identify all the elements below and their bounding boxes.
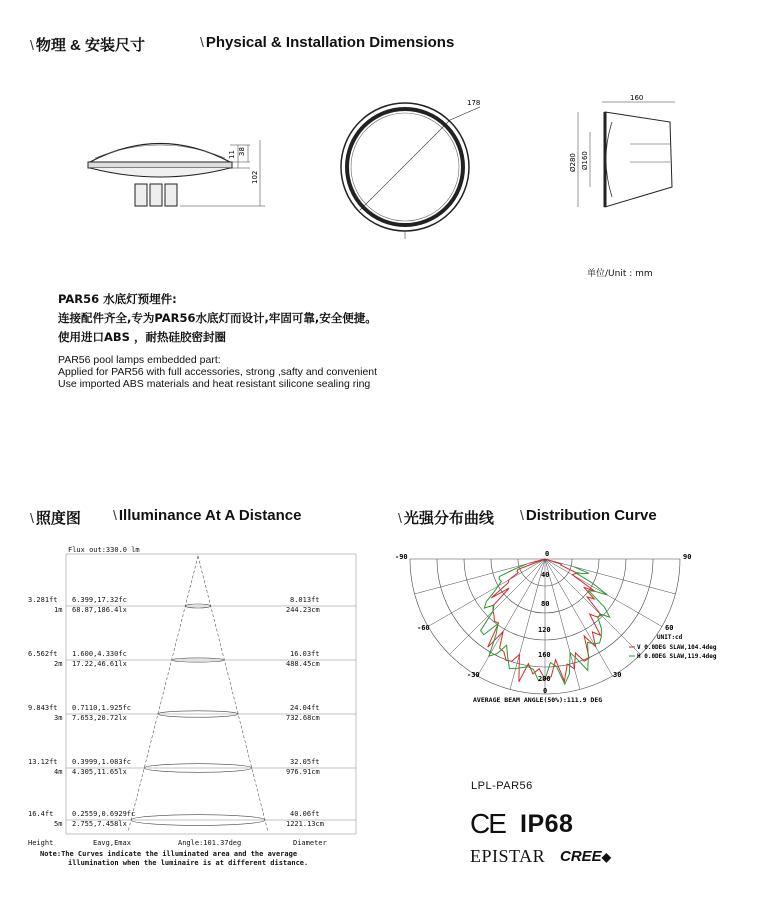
row-diameter-ft: 40.06ft (290, 810, 320, 818)
row-diameter-cm: 1221.13cm (286, 820, 324, 828)
row-diameter-ft: 32.05ft (290, 758, 320, 766)
dim-38: 38 (238, 147, 246, 156)
legend-v: V 0.0DEG SLAW,104.4deg (637, 644, 717, 651)
unit-label: 单位/Unit : mm (587, 269, 653, 279)
desc-en-line3: Use imported ABS materials and heat resistant silicone sealing ring (58, 378, 371, 390)
section-title-illuminance-en (113, 507, 301, 524)
side-view-drawing (80, 120, 280, 230)
slash-mark: \ (200, 34, 204, 50)
cree-diamond-icon: ◆ (601, 850, 611, 864)
row-height-m: 5m (54, 820, 63, 828)
polar-spoke (545, 559, 662, 627)
row-diameter-cm: 732.68cm (286, 714, 320, 722)
row-illum-fc: 0.2559,0.6929fc (72, 810, 136, 818)
unit-cd: UNIT:cd (657, 634, 683, 641)
section-title-dimensions-en (200, 34, 454, 51)
title-cn: 物理 & 安装尺寸 (35, 37, 146, 54)
slash-mark: \ (113, 507, 117, 523)
slash-mark: \ (398, 510, 402, 526)
footer-angle: Angle:101.37deg (178, 839, 242, 847)
desc-en-line2: Applied for PAR56 with full accessories, strong ,safty and convenient (58, 366, 378, 378)
desc-cn-line3: 使用进口ABS ，耐热硅胶密封圈 (58, 330, 226, 344)
angle-90: 90 (683, 553, 692, 561)
legend-h: H 0.0DEG SLAW,119.4deg (637, 653, 717, 660)
polar-spoke (545, 559, 675, 594)
polar-distribution-chart (395, 545, 755, 715)
footer-eavg: Eavg,Emax (93, 839, 131, 847)
beam-angle-label: AVERAGE BEAM ANGLE(50%):111.9 DEG (473, 696, 603, 704)
radial-160: 160 (538, 651, 551, 659)
row-illum-lx: 17.22,46.61lx (72, 660, 127, 668)
angle-minus-30: -30 (467, 671, 480, 679)
angle-minus-60: -60 (417, 624, 430, 632)
polar-spoke (478, 559, 546, 676)
angle-60: 60 (665, 624, 674, 632)
desc-cn-line1: PAR56 水底灯预埋件: (58, 292, 177, 306)
title-en: Illuminance At A Distance (118, 507, 302, 524)
row-illum-lx: 4.305,11.65lx (72, 768, 127, 776)
row-height-m: 4m (54, 768, 63, 776)
flux-out-label: Flux out:330.0 lm (68, 546, 140, 554)
section-title-distribution-en (520, 507, 657, 524)
angle-0: 0 (545, 550, 550, 558)
title-en: Physical & Installation Dimensions (205, 34, 455, 51)
slash-mark: \ (520, 507, 524, 523)
ip68-rating: IP68 (520, 810, 574, 838)
dim-102: 102 (251, 170, 259, 184)
row-illum-lx: 2.755,7.458lx (72, 820, 127, 828)
row-illum-lx: 68.87,186.4lx (72, 606, 127, 614)
row-height-ft: 9.843ft (28, 704, 58, 712)
dim-160-dia: Ø160 (581, 151, 589, 170)
angle-30: 30 (613, 671, 622, 679)
row-diameter-cm: 244.23cm (286, 606, 320, 614)
radial-80: 80 (541, 600, 550, 608)
row-illum-fc: 1.600,4.330fc (72, 650, 127, 658)
radial-120: 120 (538, 626, 551, 634)
section-title-illuminance-cn (30, 507, 81, 528)
front-view-drawing (335, 95, 485, 240)
row-height-ft: 6.562ft (28, 650, 58, 658)
ce-mark: CE (470, 808, 505, 839)
row-diameter-ft: 16.03ft (290, 650, 320, 658)
polar-spoke (545, 559, 613, 676)
row-diameter-ft: 24.04ft (290, 704, 320, 712)
title-cn: 照度图 (35, 510, 81, 527)
title-cn: 光强分布曲线 (403, 510, 494, 527)
angle-minus-90: -90 (395, 553, 408, 561)
row-height-ft: 3.281ft (28, 596, 58, 604)
polar-spoke (450, 559, 545, 654)
row-height-m: 1m (54, 606, 63, 614)
dim-178: 178 (467, 99, 481, 107)
illuminance-diagram (28, 540, 358, 875)
title-en: Distribution Curve (525, 507, 657, 524)
row-diameter-cm: 488.45cm (286, 660, 320, 668)
cross-section-drawing (560, 92, 690, 222)
row-height-ft: 16.4ft (28, 810, 54, 818)
row-illum-lx: 7.653,20.72lx (72, 714, 127, 722)
row-illum-fc: 0.7110,1.925fc (72, 704, 132, 712)
slash-mark: \ (30, 510, 34, 526)
section-title-distribution-cn (398, 507, 494, 528)
row-diameter-ft: 8.013ft (290, 596, 320, 604)
radial-200: 200 (538, 675, 551, 683)
row-illum-fc: 6.399,17.32fc (72, 596, 127, 604)
polar-spoke (428, 559, 545, 627)
desc-cn-line2: 连接配件齐全,专为PAR56水底灯而设计,牢固可靠,安全便捷。 (58, 311, 377, 325)
polar-spoke (545, 559, 580, 689)
model-number: LPL-PAR56 (471, 780, 533, 792)
cree-text: CREE (560, 848, 602, 865)
row-height-m: 3m (54, 714, 63, 722)
polar-spoke (545, 559, 640, 654)
row-illum-fc: 0.3999,1.083fc (72, 758, 132, 766)
row-diameter-cm: 976.91cm (286, 768, 320, 776)
cree-logo (560, 848, 611, 865)
note-line1: Note:The Curves indicate the illuminated area and the average (40, 850, 298, 858)
dim-160: 160 (630, 94, 644, 102)
epistar-logo: EPISTAR (470, 846, 546, 866)
note-line2: illumination when the luminaire is at different distance. (68, 859, 309, 867)
dim-11: 11 (228, 150, 236, 159)
row-height-m: 2m (54, 660, 63, 668)
desc-en-line1: PAR56 pool lamps embedded part: (58, 354, 221, 366)
radial-bottom-0: 0 (543, 687, 548, 695)
slash-mark: \ (30, 37, 34, 53)
row-height-ft: 13.12ft (28, 758, 58, 766)
section-title-dimensions-cn (30, 34, 145, 55)
footer-height: Height (28, 839, 54, 847)
radial-40: 40 (541, 571, 550, 579)
footer-diameter: Diameter (293, 839, 327, 847)
dim-280: Ø280 (569, 153, 577, 172)
